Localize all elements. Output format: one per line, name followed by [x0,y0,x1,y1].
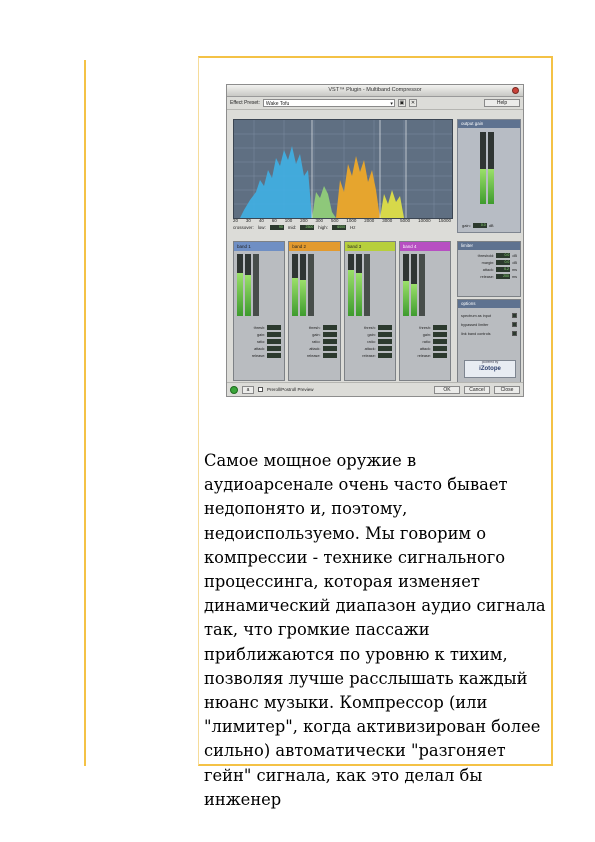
delete-preset-icon[interactable]: ✕ [410,100,416,106]
band-meter [348,254,354,316]
band-3-meters [348,254,394,316]
band-param-label: release: [417,353,431,358]
band-meter [300,254,306,316]
band-param-label: release: [362,353,376,358]
band-gr-meter [419,254,425,316]
band-2-meters [292,254,338,316]
limiter-param-field[interactable]: 200 [496,274,510,279]
ok-button[interactable]: OK [434,386,460,394]
high-label: high: [318,224,329,230]
limiter-param-label: release: [480,274,494,279]
preview-label: Preroll/Postroll Preview [267,387,314,392]
effect-preset-label: Effect Preset: [230,100,260,106]
limiter-param-label: threshold: [477,253,495,258]
output-gain-title: output gain [458,120,520,128]
low-label: low: [257,224,266,230]
options-list [458,308,520,338]
band-param-label: ratio: [422,339,431,344]
cancel-button[interactable]: Cancel [464,386,490,394]
band-meter [356,254,362,316]
band-panels [233,241,451,381]
band-4-meters [403,254,449,316]
limiter-panel [457,241,521,297]
freq-tick: 2000 [364,218,375,223]
crossover-label: crossover: [233,224,254,230]
band-param-label: release: [251,353,266,358]
band-panel-1 [233,241,285,381]
left-margin-rule [84,60,86,766]
option-checkbox[interactable] [512,322,517,327]
band-param-label: attack: [254,346,266,351]
option-label: spectrum as input [461,313,491,318]
band-param-label: release: [306,353,321,358]
band-param-label: gain: [422,332,431,337]
plugin-window-screenshot [226,84,524,397]
limiter-param-field[interactable]: 0.0 [496,253,510,258]
spectrum-graph [234,120,452,218]
band-3-params [348,324,392,359]
band-4-params [403,324,447,359]
band-2-params [292,324,336,359]
limiter-param-unit: dB [512,253,517,258]
band-param-label: ratio: [256,339,266,344]
band-param-field[interactable] [378,346,392,351]
band-1-title: band 1 [234,242,284,251]
band-3-title: band 3 [345,242,395,251]
close-button[interactable]: Close [494,386,520,394]
help-button[interactable]: Help [484,99,520,107]
output-gain-field[interactable]: 0.0 [473,223,487,228]
band-meter [411,254,417,316]
band-param-field[interactable] [267,325,281,330]
band-param-label: gain: [257,332,266,337]
plugin-titlebar [227,85,523,97]
options-title: options [458,300,520,308]
save-preset-icon[interactable]: ▣ [399,100,405,106]
band-param-field[interactable] [433,353,447,358]
band-param-field[interactable] [433,339,447,344]
limiter-param-unit: ms [511,267,517,272]
band-gr-meter [253,254,259,316]
preview-checkbox[interactable] [258,387,263,392]
freq-tick: 1000 [346,218,357,223]
band-meter [403,254,409,316]
bypass-button[interactable]: a [242,386,254,394]
band-param-label: gain: [312,332,321,337]
gain-label: gain: [462,223,471,228]
band-param-field[interactable] [378,353,392,358]
option-checkbox[interactable] [512,331,517,336]
freq-tick: 5000 [400,218,411,223]
band-param-field[interactable] [323,332,337,337]
logo-text: iZotope [479,366,501,372]
band-panel-2 [288,241,340,381]
freq-tick: 200 [300,218,308,223]
band-4-title: band 4 [400,242,450,251]
freq-tick: 30 [245,218,251,223]
band-param-field[interactable] [267,353,281,358]
band-param-label: thresh: [308,325,321,330]
output-meters [480,132,494,204]
limiter-param-label: margin: [481,260,495,265]
band-param-label: attack: [419,346,431,351]
freq-tick: 60 [271,218,277,223]
chevron-down-icon: ▾ [390,101,393,107]
plugin-title: VST™ Plugin - Multiband Compressor [328,87,422,93]
band-param-label: gain: [367,332,376,337]
band-param-label: ratio: [367,339,376,344]
band-param-label: attack: [364,346,376,351]
band-param-field[interactable] [378,339,392,344]
limiter-params [458,250,520,282]
mid-label: mid: [287,224,297,230]
output-meter-right [488,132,494,204]
band-param-label: thresh: [364,325,376,330]
limiter-param-field[interactable]: 0.2 [496,267,510,272]
crossover-controls [233,224,451,230]
limiter-param-field[interactable]: 0.0 [496,260,510,265]
low-crossover-field[interactable]: 90 [270,225,284,230]
band-panel-4 [399,241,451,381]
preset-select[interactable] [263,99,395,107]
band-param-label: thresh: [419,325,431,330]
hz-unit: Hz [350,224,356,230]
freq-tick: 500 [330,218,339,223]
preset-value: Wake Tofu [265,101,290,107]
spectrum-analyzer [233,119,453,219]
band-param-field[interactable] [433,332,447,337]
band-param-field[interactable] [323,339,337,344]
logo-caption: powered by [481,360,499,364]
output-gain-panel [457,119,521,233]
limiter-param-label: attack: [482,267,494,272]
option-label: link band controls [461,331,491,336]
izotope-logo [464,360,516,378]
mid-crossover-field[interactable]: 2500 [300,225,314,230]
band-gr-meter [308,254,314,316]
freq-tick: 300 [315,218,324,223]
band-1-meters [237,254,283,316]
article-text: Самое мощное оружие в аудиоарсенале очень часто бывает недопонято и, поэтому, недоиспользуемо. Мы говорим о компрессии - технике сигнального процессинга, которая изменяет динамический диапазон аудио сигнала так, что громкие пассажи приближаются по уровню к тихим, позволяя лучше расслышать каждый нюанс музыки. Компрессор (или "лимитер", когда активизирован более сильно) автоматически "разгоняет гейн" сигнала, как это делал бы инженер [204,451,546,809]
band-param-field[interactable] [378,325,392,330]
band-param-field[interactable] [267,346,281,351]
freq-tick: 100 [284,218,293,223]
band-param-field[interactable] [323,325,337,330]
band-param-label: ratio: [312,339,321,344]
freq-tick: 20 [233,218,239,223]
band-meter [237,254,243,316]
output-gain-row [462,223,494,228]
band-param-field[interactable] [433,325,447,330]
dialog-buttons [434,386,520,394]
band-1-params [237,324,281,359]
band-param-field[interactable] [323,346,337,351]
band-param-field[interactable] [433,346,447,351]
band-meter [245,254,251,316]
band-param-field[interactable] [378,332,392,337]
plugin-footer [227,382,523,396]
option-checkbox[interactable] [512,313,517,318]
band-param-label: thresh: [253,325,266,330]
freq-tick: 10000 [418,218,431,223]
band-2-title: band 2 [289,242,339,251]
db-unit: dB [488,223,494,228]
band-param-label: attack: [309,346,321,351]
band-gr-meter [364,254,370,316]
option-label: bypassed limiter [461,322,489,327]
plugin-toolbar [227,97,523,110]
band-panel-3 [344,241,396,381]
limiter-param-unit: ms [511,274,517,279]
close-icon[interactable] [512,87,519,94]
crossover-row [233,218,451,230]
band-param-field[interactable] [267,339,281,344]
band-param-field[interactable] [267,332,281,337]
freq-tick: 15000 [438,218,451,223]
output-meter-left [480,132,486,204]
power-icon[interactable] [230,386,238,394]
high-crossover-field[interactable]: 6000 [332,225,346,230]
freq-tick: 3000 [382,218,393,223]
options-panel [457,299,521,383]
limiter-param-unit: dB [512,260,517,265]
freq-tick: 40 [258,218,264,223]
limiter-title: limiter [458,242,520,250]
band-param-field[interactable] [323,353,337,358]
band-meter [292,254,298,316]
